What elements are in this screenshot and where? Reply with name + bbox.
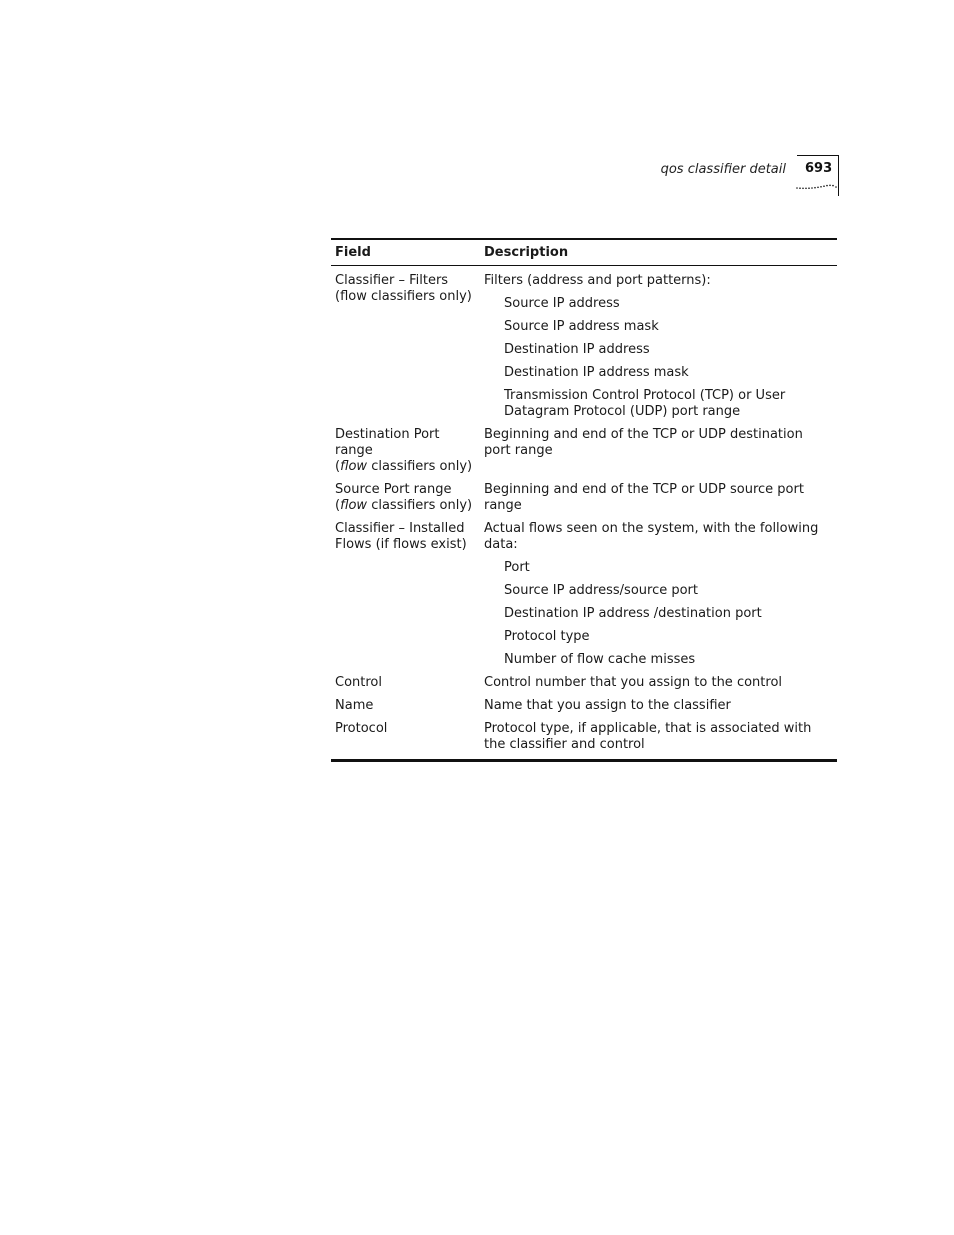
field-name: Classifier – Filters — [335, 273, 449, 288]
table-row — [331, 698, 837, 721]
field-cell — [331, 521, 480, 675]
field-qualifier: (flow classifiers only) — [335, 289, 472, 304]
table-row — [331, 427, 837, 482]
page-header — [0, 0, 954, 210]
list-item: Source IP address/source port — [504, 583, 698, 598]
list-item: Destination IP address — [504, 342, 650, 357]
paren-open: ( — [335, 459, 341, 474]
list-item: Number of flow cache misses — [504, 652, 696, 667]
description-text: Name that you assign to the classifier — [484, 698, 731, 713]
table-row — [331, 482, 837, 521]
description-cell — [480, 266, 837, 428]
running-head: qos classifier detail — [660, 162, 786, 177]
field-cell — [331, 721, 480, 761]
field-qualifier-rest: classifiers only) — [367, 498, 473, 513]
description-cell — [480, 698, 837, 721]
description-text: Control number that you assign to the control — [484, 675, 783, 690]
field-qualifier — [335, 498, 476, 514]
table-row — [331, 675, 837, 698]
dotted-curve-ornament — [796, 181, 838, 195]
field-cell — [331, 482, 480, 521]
table-row — [331, 266, 837, 428]
description-cell — [480, 427, 837, 482]
list-item: Destination IP address mask — [504, 365, 689, 380]
description-text: Beginning and end of the TCP or UDP destination port range — [484, 427, 803, 458]
list-item: Transmission Control Protocol (TCP) or User Datagram Protocol (UDP) port range — [504, 388, 786, 419]
field-name: Source Port range — [335, 482, 452, 497]
field-name: Destination Port range — [335, 427, 440, 458]
paren-open: ( — [335, 498, 341, 513]
description-text: Protocol type, if applicable, that is associated with the classifier and control — [484, 721, 812, 752]
column-header-description: Description — [484, 245, 569, 260]
field-name: Control — [335, 675, 382, 690]
field-cell — [331, 266, 480, 428]
field-cell — [331, 427, 480, 482]
field-qualifier-italic: flow — [340, 498, 368, 513]
list-item: Protocol type — [504, 629, 590, 644]
list-item: Source IP address mask — [504, 319, 659, 334]
field-name: Classifier – Installed Flows (if flows exist) — [335, 521, 467, 552]
list-item: Port — [504, 560, 530, 575]
field-description-table — [331, 238, 837, 762]
description-text: Beginning and end of the TCP or UDP source port range — [484, 482, 804, 513]
page-number-rule-side — [838, 155, 839, 196]
description-text: Actual flows seen on the system, with the following data: — [484, 521, 819, 552]
field-qualifier-italic: flow — [340, 459, 368, 474]
field-qualifier — [335, 459, 476, 475]
field-cell — [331, 675, 480, 698]
field-name: Protocol — [335, 721, 388, 736]
list-item: Source IP address — [504, 296, 620, 311]
list-item: Destination IP address /destination port — [504, 606, 762, 621]
page-number-rule-top — [797, 155, 839, 156]
table-row — [331, 521, 837, 675]
page-number: 693 — [805, 161, 833, 176]
description-text: Filters (address and port patterns): — [484, 273, 711, 288]
description-cell — [480, 482, 837, 521]
description-cell — [480, 521, 837, 675]
field-cell — [331, 698, 480, 721]
column-header-field: Field — [335, 245, 371, 260]
table-row — [331, 721, 837, 761]
field-name: Name — [335, 698, 374, 713]
description-cell — [480, 721, 837, 761]
field-qualifier-rest: classifiers only) — [367, 459, 473, 474]
table-header-row — [331, 239, 837, 266]
description-cell — [480, 675, 837, 698]
